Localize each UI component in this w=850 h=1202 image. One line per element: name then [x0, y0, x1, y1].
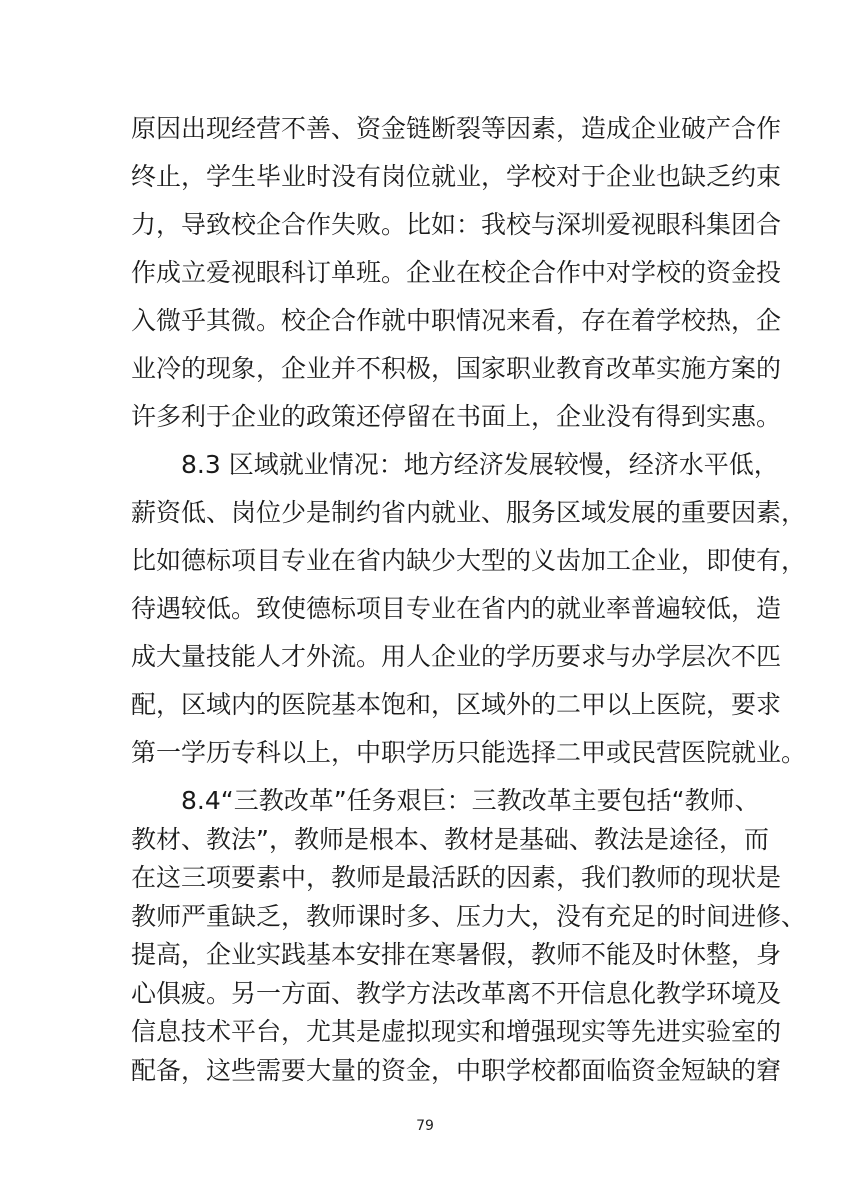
- page-number: 79: [416, 1118, 434, 1134]
- paragraph-2-line-6: 配，区域内的医院基本饱和，区域外的二甲以上医院，要求: [131, 690, 782, 719]
- paragraph-3-line-5: 提高，企业实践基本安排在寒暑假，教师不能及时休整，身: [131, 940, 782, 969]
- paragraph-2-line-5: 成大量技能人才外流。用人企业的学历要求与办学层次不匹: [131, 642, 782, 671]
- paragraph-1-line-2: 终止，学生毕业时没有岗位就业，学校对于企业也缺乏约束: [131, 162, 782, 191]
- paragraph-2-line-2: 薪资低、岗位少是制约省内就业、服务区域发展的重要因素，: [131, 498, 807, 527]
- paragraph-1-line-6: 业冷的现象，企业并不积极，国家职业教育改革实施方案的: [131, 354, 782, 383]
- paragraph-3-line-8: 配备，这些需要大量的资金，中职学校都面临资金短缺的窘: [131, 1055, 782, 1085]
- paragraph-3-line-3: 在这三项要素中，教师是最活跃的因素，我们教师的现状是: [131, 863, 782, 892]
- paragraph-3-line-7: 信息技术平台，尤其是虚拟现实和增强现实等先进实验室的: [131, 1017, 782, 1046]
- paragraph-2-line-1: 8.3 区域就业情况：地方经济发展较慢，经济水平低，: [181, 450, 779, 479]
- paragraph-3-line-1: 8.4“三教改革”任务艰巨：三教改革主要包括“教师、: [181, 786, 760, 815]
- paragraph-1-line-3: 力，导致校企合作失败。比如：我校与深圳爱视眼科集团合: [131, 210, 782, 239]
- paragraph-1-line-4: 作成立爱视眼科订单班。企业在校企合作中对学校的资金投: [131, 258, 782, 287]
- paragraph-1-line-5: 入微乎其微。校企合作就中职情况来看，存在着学校热，企: [131, 306, 782, 335]
- paragraph-1-line-1: 原因出现经营不善、资金链断裂等因素，造成企业破产合作: [131, 114, 782, 143]
- paragraph-3-line-4: 教师严重缺乏，教师课时多、压力大，没有充足的时间进修、: [131, 901, 807, 931]
- paragraph-1-line-7: 许多利于企业的政策还停留在书面上，企业没有得到实惠。: [131, 402, 782, 431]
- paragraph-2-line-4: 待遇较低。致使德标项目专业在省内的就业率普遍较低，造: [131, 594, 782, 623]
- paragraph-3-line-6: 心俱疲。另一方面、教学方法改革离不开信息化教学环境及: [131, 978, 782, 1008]
- paragraph-2-line-3: 比如德标项目专业在省内缺少大型的义齿加工企业，即使有，: [131, 546, 807, 575]
- paragraph-2-line-7: 第一学历专科以上，中职学历只能选择二甲或民营医院就业。: [131, 738, 807, 767]
- paragraph-3-line-2: 教材、教法”，教师是根本、教材是基础、教法是途径，而: [131, 824, 769, 854]
